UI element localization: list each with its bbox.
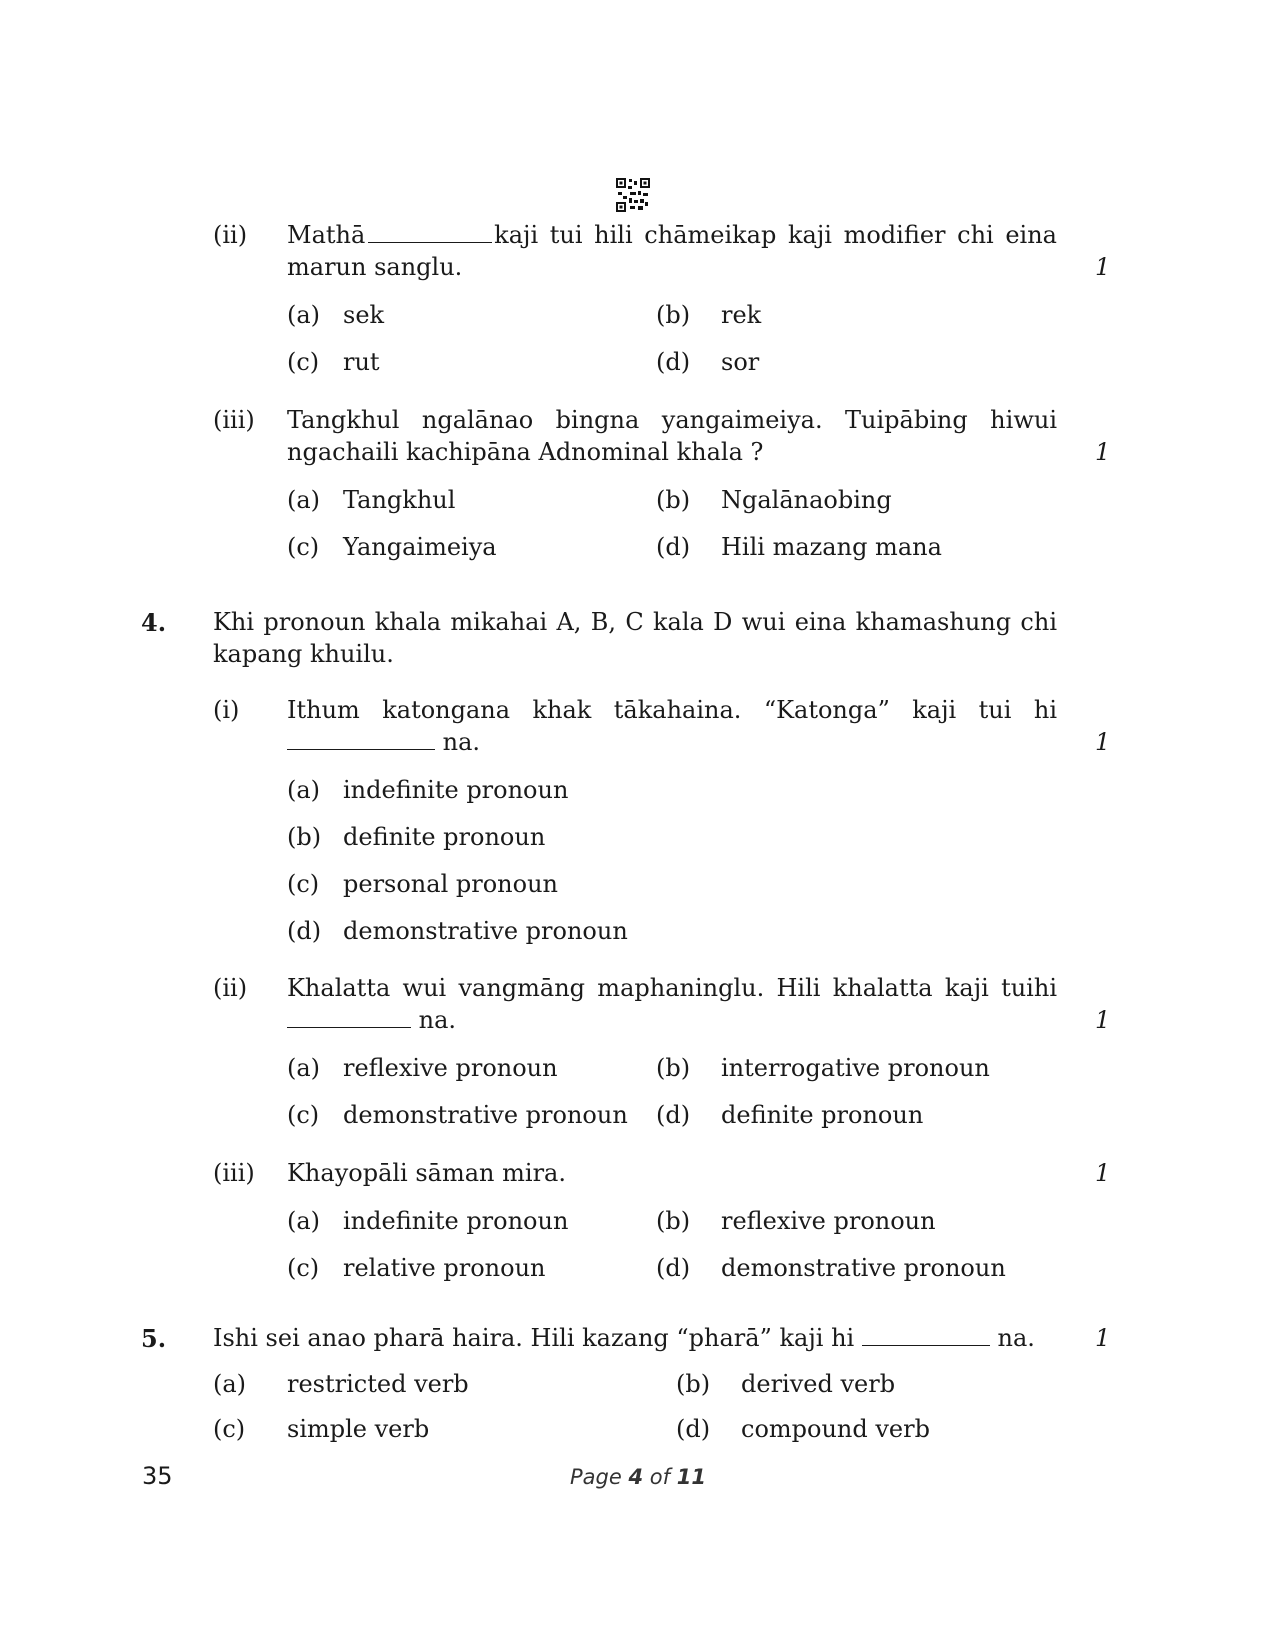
option-label: (d)	[287, 917, 322, 945]
option-text: derived verb	[741, 1370, 896, 1398]
question-text-line2: marun sanglu.	[287, 253, 463, 281]
option-label: (c)	[287, 1101, 320, 1129]
question-number: (ii)	[213, 974, 248, 1002]
marks: 1	[1095, 438, 1111, 466]
option-text: sek	[343, 301, 385, 329]
question-text: Khayopāli sāman mira.	[287, 1159, 566, 1187]
option-label: (b)	[287, 823, 322, 851]
option-label: (c)	[287, 870, 320, 898]
marks: 1	[1095, 1159, 1111, 1187]
option-text: rut	[343, 348, 380, 376]
option-text: restricted verb	[287, 1370, 469, 1398]
option-text: reflexive pronoun	[343, 1054, 558, 1082]
option-text: demonstrative pronoun	[343, 1101, 628, 1129]
option-text: reflexive pronoun	[721, 1207, 936, 1235]
question-text: Ithum katongana khak tākahaina. “Katonga” kaji tui hi	[287, 696, 1057, 724]
option-text: Yangaimeiya	[343, 533, 497, 561]
qr-code-icon	[616, 178, 650, 212]
option-label: (a)	[287, 1207, 321, 1235]
question-text: Khi pronoun khala mikahai A, B, C kala D wui eina khamashung chi	[213, 608, 1057, 636]
option-label: (b)	[656, 301, 691, 329]
option-label: (d)	[656, 1101, 691, 1129]
option-text: indefinite pronoun	[343, 1207, 569, 1235]
answer-blank	[368, 222, 492, 243]
answer-blank	[287, 1007, 411, 1028]
question-text-line2: ngachaili kachipāna Adnominal khala ?	[287, 438, 764, 466]
question-text: Mathā kaji tui hili chāmeikap kaji modifier chi eina	[287, 221, 1057, 249]
marks: 1	[1095, 253, 1111, 281]
option-label: (c)	[287, 533, 320, 561]
option-label: (a)	[213, 1370, 247, 1398]
option-label: (a)	[287, 301, 321, 329]
marks: 1	[1095, 1006, 1111, 1034]
option-text: simple verb	[287, 1415, 430, 1443]
marks: 1	[1095, 1324, 1111, 1352]
option-text: definite pronoun	[343, 823, 546, 851]
option-label: (c)	[287, 348, 320, 376]
option-text: sor	[721, 348, 760, 376]
answer-blank	[862, 1325, 990, 1346]
option-text: definite pronoun	[721, 1101, 924, 1129]
page-number: Page 4 of 11	[570, 1465, 706, 1489]
question-number: 5.	[141, 1324, 167, 1353]
paper-code: 35	[142, 1462, 173, 1490]
question-text: Khalatta wui vangmāng maphaninglu. Hili khalatta kaji tuihi	[287, 974, 1057, 1002]
option-text: rek	[721, 301, 762, 329]
option-label: (b)	[656, 1054, 691, 1082]
option-label: (d)	[656, 533, 691, 561]
option-text: compound verb	[741, 1415, 930, 1443]
question-text-line2: na.	[287, 1004, 456, 1037]
question-number: (i)	[213, 696, 240, 724]
option-label: (d)	[676, 1415, 711, 1443]
option-label: (a)	[287, 486, 321, 514]
answer-blank	[287, 729, 435, 750]
question-text: Tangkhul ngalānao bingna yangaimeiya. Tuipābing hiwui	[287, 406, 1057, 434]
option-text: relative pronoun	[343, 1254, 546, 1282]
question-number: (iii)	[213, 406, 255, 434]
option-label: (d)	[656, 348, 691, 376]
option-label: (b)	[656, 486, 691, 514]
option-label: (a)	[287, 776, 321, 804]
question-text-line2: kapang khuilu.	[213, 640, 394, 668]
option-label: (d)	[656, 1254, 691, 1282]
question-text-line2: na.	[287, 726, 480, 759]
option-text: demonstrative pronoun	[721, 1254, 1006, 1282]
question-number: (ii)	[213, 221, 248, 249]
option-text: Hili mazang mana	[721, 533, 942, 561]
question-text: Ishi sei anao pharā haira. Hili kazang “pharā” kaji hi na.	[213, 1324, 1035, 1352]
question-number: 4.	[141, 608, 167, 637]
option-text: indefinite pronoun	[343, 776, 569, 804]
option-label: (c)	[287, 1254, 320, 1282]
option-label: (a)	[287, 1054, 321, 1082]
option-text: personal pronoun	[343, 870, 558, 898]
option-label: (b)	[676, 1370, 711, 1398]
option-text: Ngalānaobing	[721, 486, 892, 514]
option-label: (c)	[213, 1415, 246, 1443]
option-text: demonstrative pronoun	[343, 917, 628, 945]
marks: 1	[1095, 728, 1111, 756]
option-text: interrogative pronoun	[721, 1054, 990, 1082]
option-text: Tangkhul	[343, 486, 456, 514]
question-number: (iii)	[213, 1159, 255, 1187]
option-label: (b)	[656, 1207, 691, 1235]
